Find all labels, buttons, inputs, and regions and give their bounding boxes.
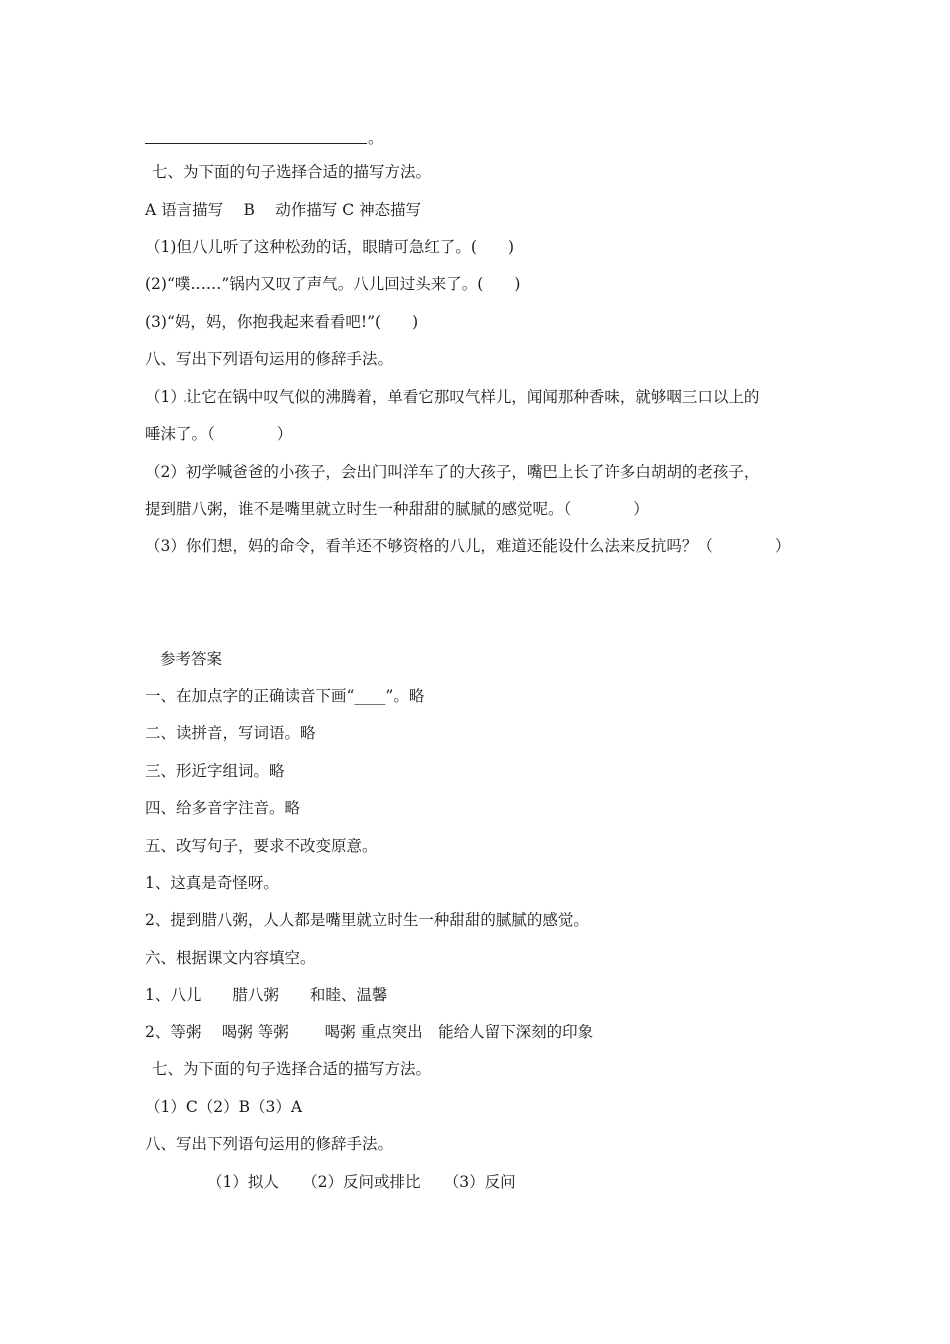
q8-heading: 八、写出下列语句运用的修辞手法。 — [145, 350, 394, 368]
answer-line: 七、为下面的句子选择合适的描写方法。 — [152, 1060, 432, 1078]
answer-line: 一、在加点字的正确读音下画“____”。略 — [145, 687, 425, 705]
q7-heading: 七、为下面的句子选择合适的描写方法。 — [152, 163, 432, 181]
q8-item-2-line-2: 提到腊八粥，谁不是嘴里就立时生一种甜甜的腻腻的感觉呢。（ ） — [145, 500, 649, 518]
q8-item-1-line-1: （1）让它在锅中叹气似的沸腾着，单看它那叹气样儿，闻闻那种香味，就够咽三口以上的 — [145, 388, 760, 406]
answer-line: 六、根据课文内容填空。 — [145, 949, 316, 967]
q7-item-2: (2)“噗……”锅内又叹了声气。八儿回过头来了。( ) — [145, 275, 521, 293]
answer-line: 八、写出下列语句运用的修辞手法。 — [145, 1135, 394, 1153]
answer-line: 2、等粥 喝粥 等粥 喝粥 重点突出 能给人留下深刻的印象 — [145, 1023, 594, 1041]
answer-line: 三、形近字组词。略 — [145, 762, 285, 780]
q7-item-1: （1)但八儿听了这种松劲的话，眼睛可急红了。( ) — [145, 238, 515, 256]
q8-item-2-line-1: （2）初学喊爸爸的小孩子，会出门叫洋车了的大孩子，嘴巴上长了许多白胡胡的老孩子， — [145, 463, 760, 481]
answers-title: 参考答案 — [160, 650, 223, 668]
answer-line: 2、提到腊八粥，人人都是嘴里就立时生一种甜甜的腻腻的感觉。 — [145, 911, 589, 929]
q7-options: A 语言描写 B 动作描写 C 神态描写 — [145, 201, 422, 219]
answer-line: 1、这真是奇怪呀。 — [145, 874, 279, 892]
answer-line: 四、给多音字注音。略 — [145, 799, 301, 817]
answer-line: 五、改写句子，要求不改变原意。 — [145, 837, 378, 855]
answer-line: （1）拟人 （2）反问或排比 （3）反问 — [207, 1173, 516, 1191]
q7-item-3: (3)“妈，妈，你抱我起来看看吧!”( ) — [145, 313, 419, 331]
sentence-end-mark: 。 — [368, 129, 384, 147]
answer-line: 1、八儿 腊八粥 和睦、温馨 — [145, 986, 388, 1004]
q8-item-1-line-2: 唾沫了。（ ） — [145, 425, 293, 443]
answer-line: （1）C（2）B（3）A — [145, 1098, 303, 1116]
q8-item-3: （3）你们想，妈的命令，看羊还不够资格的八儿，难道还能设什么法来反抗吗？（ ） — [145, 537, 791, 555]
answer-line: 二、读拼音，写词语。略 — [145, 724, 316, 742]
fill-blank-line — [145, 143, 367, 144]
